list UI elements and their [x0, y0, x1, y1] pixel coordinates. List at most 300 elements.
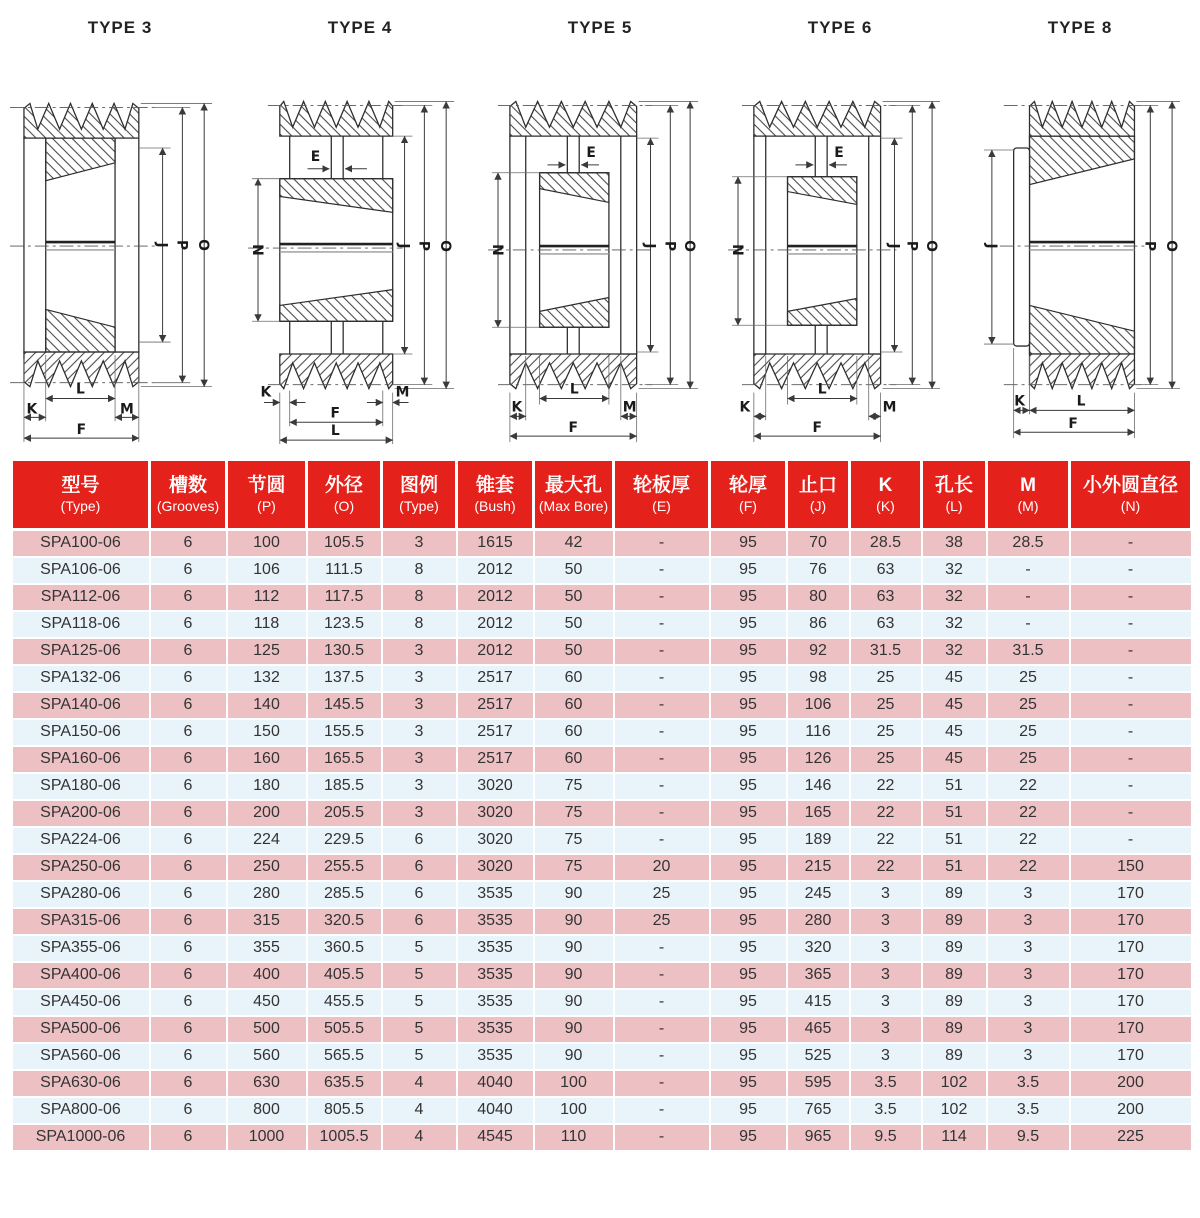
diagram-type-4: [240, 0, 480, 452]
table-cell: SPA112-06: [12, 584, 150, 611]
table-cell: 75: [534, 773, 614, 800]
pulley-body: [753, 101, 880, 388]
col-header-zh: 图例: [399, 475, 438, 496]
col-header-zh: 外径: [324, 475, 363, 496]
table-cell: 3: [382, 773, 457, 800]
table-cell: 3020: [457, 854, 534, 881]
table-row: [12, 1097, 1192, 1124]
table-cell: 89: [922, 1043, 987, 1070]
table-row: [12, 719, 1192, 746]
table-cell: 3: [850, 908, 922, 935]
table-cell: 60: [534, 665, 614, 692]
table-cell: 1000: [227, 1124, 307, 1151]
dim-label-l: L: [569, 381, 579, 398]
table-cell: 22: [850, 800, 922, 827]
dim-label-p: P: [1140, 240, 1157, 252]
table-cell: 2012: [457, 557, 534, 584]
col-header-zh: 小外圆直径: [1082, 475, 1178, 496]
dim-label-f: F: [568, 420, 578, 437]
table-cell: 6: [150, 827, 227, 854]
table-cell: 4040: [457, 1070, 534, 1097]
table-cell: -: [1070, 611, 1192, 638]
table-cell: 6: [150, 962, 227, 989]
table-cell: 6: [150, 800, 227, 827]
table-cell: 4: [382, 1070, 457, 1097]
table-row: [12, 557, 1192, 584]
table-cell: 50: [534, 611, 614, 638]
dim-label-f: F: [76, 422, 86, 439]
table-cell: 6: [382, 881, 457, 908]
col-header-zh: 止口: [798, 475, 837, 496]
table-cell: 6: [150, 530, 227, 557]
pulley-body: [279, 101, 392, 388]
table-cell: 117.5: [307, 584, 382, 611]
table-cell: SPA200-06: [12, 800, 150, 827]
dim-label-n: N: [728, 244, 745, 256]
table-cell: 150: [227, 719, 307, 746]
table-cell: 32: [922, 584, 987, 611]
table-cell: 280: [227, 881, 307, 908]
table-row: [12, 611, 1192, 638]
table-cell: 6: [150, 1016, 227, 1043]
type-6-drawing: [723, 46, 958, 452]
table-cell: 90: [534, 935, 614, 962]
table-cell: 22: [850, 854, 922, 881]
table-cell: SPA125-06: [12, 638, 150, 665]
table-cell: -: [614, 692, 710, 719]
table-cell: 155.5: [307, 719, 382, 746]
dim-label-p: P: [414, 240, 431, 252]
table-cell: 95: [710, 1070, 787, 1097]
table-cell: 320: [787, 935, 850, 962]
table-cell: SPA630-06: [12, 1070, 150, 1097]
table-cell: 145.5: [307, 692, 382, 719]
pulley-body: [23, 103, 138, 386]
table-cell: -: [1070, 530, 1192, 557]
table-cell: SPA250-06: [12, 854, 150, 881]
table-cell: 170: [1070, 1043, 1192, 1070]
table-cell: SPA150-06: [12, 719, 150, 746]
table-cell: 170: [1070, 989, 1192, 1016]
table-cell: 95: [710, 854, 787, 881]
table-cell: 90: [534, 1043, 614, 1070]
table-cell: 75: [534, 800, 614, 827]
table-cell: 3: [987, 989, 1070, 1016]
table-cell: 595: [787, 1070, 850, 1097]
table-cell: 1615: [457, 530, 534, 557]
col-header-figure-type: [382, 460, 457, 530]
table-cell: SPA132-06: [12, 665, 150, 692]
table-cell: 224: [227, 827, 307, 854]
table-cell: -: [614, 800, 710, 827]
table-cell: 6: [150, 584, 227, 611]
table-cell: 2517: [457, 746, 534, 773]
table-cell: 95: [710, 827, 787, 854]
dim-label-n: N: [248, 244, 265, 256]
table-cell: 95: [710, 746, 787, 773]
table-cell: 3020: [457, 827, 534, 854]
table-cell: 170: [1070, 908, 1192, 935]
table-cell: 63: [850, 584, 922, 611]
table-cell: 89: [922, 881, 987, 908]
col-header-j: [787, 460, 850, 530]
table-cell: 455.5: [307, 989, 382, 1016]
table-row: [12, 638, 1192, 665]
table-cell: 170: [1070, 1016, 1192, 1043]
table-cell: 3: [987, 1043, 1070, 1070]
table-cell: 189: [787, 827, 850, 854]
table-cell: 125: [227, 638, 307, 665]
col-header-k: [850, 460, 922, 530]
table-cell: 6: [150, 638, 227, 665]
table-cell: 60: [534, 692, 614, 719]
table-cell: 560: [227, 1043, 307, 1070]
table-cell: 60: [534, 719, 614, 746]
table-cell: 106: [787, 692, 850, 719]
table-cell: 4545: [457, 1124, 534, 1151]
table-cell: 6: [150, 1124, 227, 1151]
table-cell: 95: [710, 530, 787, 557]
col-header-zh: 锥套: [475, 475, 514, 496]
table-cell: 465: [787, 1016, 850, 1043]
table-cell: 180: [227, 773, 307, 800]
col-header-en: (Max Bore): [538, 498, 609, 514]
table-cell: 51: [922, 854, 987, 881]
table-cell: 9.5: [850, 1124, 922, 1151]
col-header-en: (M): [1017, 498, 1039, 514]
table-cell: 320.5: [307, 908, 382, 935]
table-cell: SPA800-06: [12, 1097, 150, 1124]
table-cell: 800: [227, 1097, 307, 1124]
table-cell: 2012: [457, 638, 534, 665]
table-cell: 32: [922, 611, 987, 638]
col-header-type: [12, 460, 150, 530]
table-cell: 90: [534, 989, 614, 1016]
table-cell: SPA315-06: [12, 908, 150, 935]
col-header-outer-dia: [307, 460, 382, 530]
table-cell: 2517: [457, 665, 534, 692]
table-cell: 3535: [457, 989, 534, 1016]
dim-label-j: J: [885, 243, 902, 249]
dim-label-e: E: [585, 144, 596, 161]
dim-label-j: J: [153, 242, 170, 248]
dim-label-l: L: [330, 423, 340, 440]
dim-label-k: K: [739, 399, 750, 416]
table-cell: 245: [787, 881, 850, 908]
spec-table-section: [10, 458, 1190, 1152]
table-cell: 285.5: [307, 881, 382, 908]
dim-label-f: F: [811, 420, 822, 437]
table-row: [12, 1124, 1192, 1151]
dim-label-e: E: [310, 148, 320, 165]
table-cell: 100: [227, 530, 307, 557]
table-cell: 365: [787, 962, 850, 989]
table-cell: 51: [922, 800, 987, 827]
col-header-l: [922, 460, 987, 530]
table-cell: 6: [150, 611, 227, 638]
table-cell: 95: [710, 881, 787, 908]
table-cell: 6: [382, 908, 457, 935]
table-cell: 22: [987, 827, 1070, 854]
table-cell: 90: [534, 881, 614, 908]
table-cell: 22: [850, 827, 922, 854]
table-cell: 25: [850, 692, 922, 719]
table-cell: 355: [227, 935, 307, 962]
table-cell: 89: [922, 989, 987, 1016]
table-cell: 25: [850, 665, 922, 692]
table-cell: 32: [922, 557, 987, 584]
table-cell: 95: [710, 962, 787, 989]
table-cell: 95: [710, 665, 787, 692]
col-header-e: [614, 460, 710, 530]
table-cell: 31.5: [850, 638, 922, 665]
table-cell: -: [1070, 773, 1192, 800]
table-cell: 95: [710, 611, 787, 638]
table-row: [12, 1070, 1192, 1097]
table-cell: 25: [987, 719, 1070, 746]
dim-label-m: M: [882, 399, 896, 416]
table-row: [12, 881, 1192, 908]
diagram-title: TYPE 3: [87, 18, 153, 37]
table-cell: 45: [922, 692, 987, 719]
table-cell: 3535: [457, 962, 534, 989]
table-cell: 765: [787, 1097, 850, 1124]
table-cell: 215: [787, 854, 850, 881]
col-header-grooves: [150, 460, 227, 530]
table-row: [12, 800, 1192, 827]
table-cell: 5: [382, 962, 457, 989]
dim-label-o: O: [436, 240, 453, 252]
dim-label-p: P: [660, 240, 677, 252]
table-cell: 116: [787, 719, 850, 746]
table-cell: 250: [227, 854, 307, 881]
table-cell: 3: [987, 962, 1070, 989]
table-cell: 126: [787, 746, 850, 773]
diagram-type-6: [720, 0, 960, 452]
diagram-title: TYPE 4: [327, 18, 393, 37]
table-cell: -: [614, 1070, 710, 1097]
col-header-m: [987, 460, 1070, 530]
col-header-en: (Type): [60, 498, 101, 514]
table-cell: -: [614, 557, 710, 584]
table-cell: 6: [150, 1097, 227, 1124]
table-cell: -: [1070, 827, 1192, 854]
table-cell: 95: [710, 935, 787, 962]
table-cell: 100: [534, 1097, 614, 1124]
table-cell: 25: [987, 692, 1070, 719]
table-cell: 137.5: [307, 665, 382, 692]
table-cell: 200: [227, 800, 307, 827]
table-cell: 90: [534, 1016, 614, 1043]
table-cell: -: [1070, 557, 1192, 584]
col-header-zh: 孔长: [934, 475, 973, 496]
table-row: [12, 746, 1192, 773]
table-cell: 42: [534, 530, 614, 557]
table-cell: 25: [850, 746, 922, 773]
dim-label-k: K: [260, 384, 271, 401]
table-cell: SPA1000-06: [12, 1124, 150, 1151]
table-row: [12, 530, 1192, 557]
table-cell: 8: [382, 611, 457, 638]
table-cell: -: [614, 719, 710, 746]
table-cell: 5: [382, 989, 457, 1016]
table-cell: 3.5: [850, 1070, 922, 1097]
table-cell: -: [1070, 746, 1192, 773]
table-row: [12, 908, 1192, 935]
col-header-zh: 轮厚: [728, 475, 767, 496]
table-cell: 90: [534, 962, 614, 989]
table-cell: -: [1070, 800, 1192, 827]
table-cell: 360.5: [307, 935, 382, 962]
table-cell: -: [614, 665, 710, 692]
table-cell: 102: [922, 1070, 987, 1097]
table-cell: 3535: [457, 935, 534, 962]
table-row: [12, 935, 1192, 962]
table-cell: 25: [850, 719, 922, 746]
table-cell: 95: [710, 989, 787, 1016]
table-cell: -: [614, 1016, 710, 1043]
table-cell: 2012: [457, 584, 534, 611]
col-header-en: (N): [1120, 498, 1141, 514]
table-cell: 4: [382, 1097, 457, 1124]
type-8-drawing: [963, 46, 1198, 452]
table-cell: 3: [850, 881, 922, 908]
table-cell: 5: [382, 1016, 457, 1043]
dim-label-j: J: [982, 243, 999, 249]
table-cell: 2517: [457, 692, 534, 719]
col-header-zh: 型号: [61, 475, 100, 496]
table-cell: -: [614, 935, 710, 962]
table-cell: 6: [150, 746, 227, 773]
table-cell: 98: [787, 665, 850, 692]
pulley-body: [1013, 101, 1134, 388]
table-cell: 3535: [457, 1043, 534, 1070]
dim-label-f: F: [330, 405, 340, 422]
table-cell: 6: [150, 908, 227, 935]
table-cell: 200: [1070, 1097, 1192, 1124]
table-cell: 6: [150, 881, 227, 908]
dim-label-o: O: [922, 240, 939, 252]
table-cell: 25: [614, 881, 710, 908]
col-header-zh: M: [1020, 475, 1036, 496]
col-header-en: (F): [739, 498, 757, 514]
diagram-title: TYPE 6: [807, 18, 873, 37]
table-cell: 22: [850, 773, 922, 800]
table-cell: 3: [382, 692, 457, 719]
table-cell: 114: [922, 1124, 987, 1151]
table-row: [12, 827, 1192, 854]
table-cell: 89: [922, 1016, 987, 1043]
table-cell: 505.5: [307, 1016, 382, 1043]
table-cell: 51: [922, 773, 987, 800]
table-cell: 635.5: [307, 1070, 382, 1097]
table-cell: 70: [787, 530, 850, 557]
table-cell: 95: [710, 1043, 787, 1070]
table-cell: 86: [787, 611, 850, 638]
table-cell: SPA180-06: [12, 773, 150, 800]
table-cell: 51: [922, 827, 987, 854]
table-cell: -: [987, 584, 1070, 611]
table-row: [12, 665, 1192, 692]
table-cell: 3: [850, 962, 922, 989]
table-row: [12, 1016, 1192, 1043]
table-cell: -: [614, 584, 710, 611]
dim-label-p: P: [172, 239, 189, 251]
table-cell: 95: [710, 1097, 787, 1124]
table-cell: 5: [382, 935, 457, 962]
table-cell: 6: [150, 1043, 227, 1070]
table-cell: -: [614, 530, 710, 557]
table-cell: 45: [922, 719, 987, 746]
table-cell: 100: [534, 1070, 614, 1097]
table-row: [12, 584, 1192, 611]
table-cell: 76: [787, 557, 850, 584]
table-cell: 3020: [457, 773, 534, 800]
table-cell: 6: [150, 989, 227, 1016]
table-cell: 3: [382, 719, 457, 746]
table-cell: 3: [987, 881, 1070, 908]
table-cell: 130.5: [307, 638, 382, 665]
table-cell: 255.5: [307, 854, 382, 881]
table-cell: 3: [987, 908, 1070, 935]
table-cell: -: [614, 638, 710, 665]
spec-table: [10, 458, 1193, 1152]
diagram-type-3: [0, 0, 240, 452]
dim-label-k: K: [510, 399, 522, 416]
table-cell: 22: [987, 854, 1070, 881]
dim-label-m: M: [395, 384, 409, 401]
table-cell: 95: [710, 800, 787, 827]
table-cell: 630: [227, 1070, 307, 1097]
table-cell: 25: [987, 746, 1070, 773]
table-cell: 3: [850, 989, 922, 1016]
table-cell: 3020: [457, 800, 534, 827]
table-cell: 2517: [457, 719, 534, 746]
table-cell: 170: [1070, 935, 1192, 962]
col-header-en: (K): [876, 498, 895, 514]
table-cell: 525: [787, 1043, 850, 1070]
col-header-en: (P): [257, 498, 276, 514]
dim-label-o: O: [1162, 240, 1179, 252]
table-cell: 3: [987, 1016, 1070, 1043]
table-cell: SPA280-06: [12, 881, 150, 908]
table-cell: 38: [922, 530, 987, 557]
col-header-zh: 槽数: [168, 475, 207, 496]
table-cell: 25: [614, 908, 710, 935]
table-cell: 8: [382, 584, 457, 611]
col-header-zh: 轮板厚: [632, 475, 690, 496]
table-cell: 102: [922, 1097, 987, 1124]
col-header-n: [1070, 460, 1192, 530]
table-cell: 150: [1070, 854, 1192, 881]
table-cell: -: [1070, 584, 1192, 611]
col-header-max-bore: [534, 460, 614, 530]
table-cell: 3: [850, 935, 922, 962]
table-cell: 965: [787, 1124, 850, 1151]
table-cell: 50: [534, 638, 614, 665]
dim-label-l: L: [817, 381, 827, 398]
col-header-zh: K: [878, 475, 893, 496]
table-cell: 3: [850, 1043, 922, 1070]
dim-label-k: K: [1013, 393, 1025, 410]
col-header-zh: 节圆: [247, 475, 286, 496]
table-cell: 50: [534, 557, 614, 584]
table-cell: 225: [1070, 1124, 1192, 1151]
spec-table-body: [12, 530, 1192, 1151]
table-cell: 165: [787, 800, 850, 827]
table-cell: 3.5: [850, 1097, 922, 1124]
table-cell: 170: [1070, 881, 1192, 908]
